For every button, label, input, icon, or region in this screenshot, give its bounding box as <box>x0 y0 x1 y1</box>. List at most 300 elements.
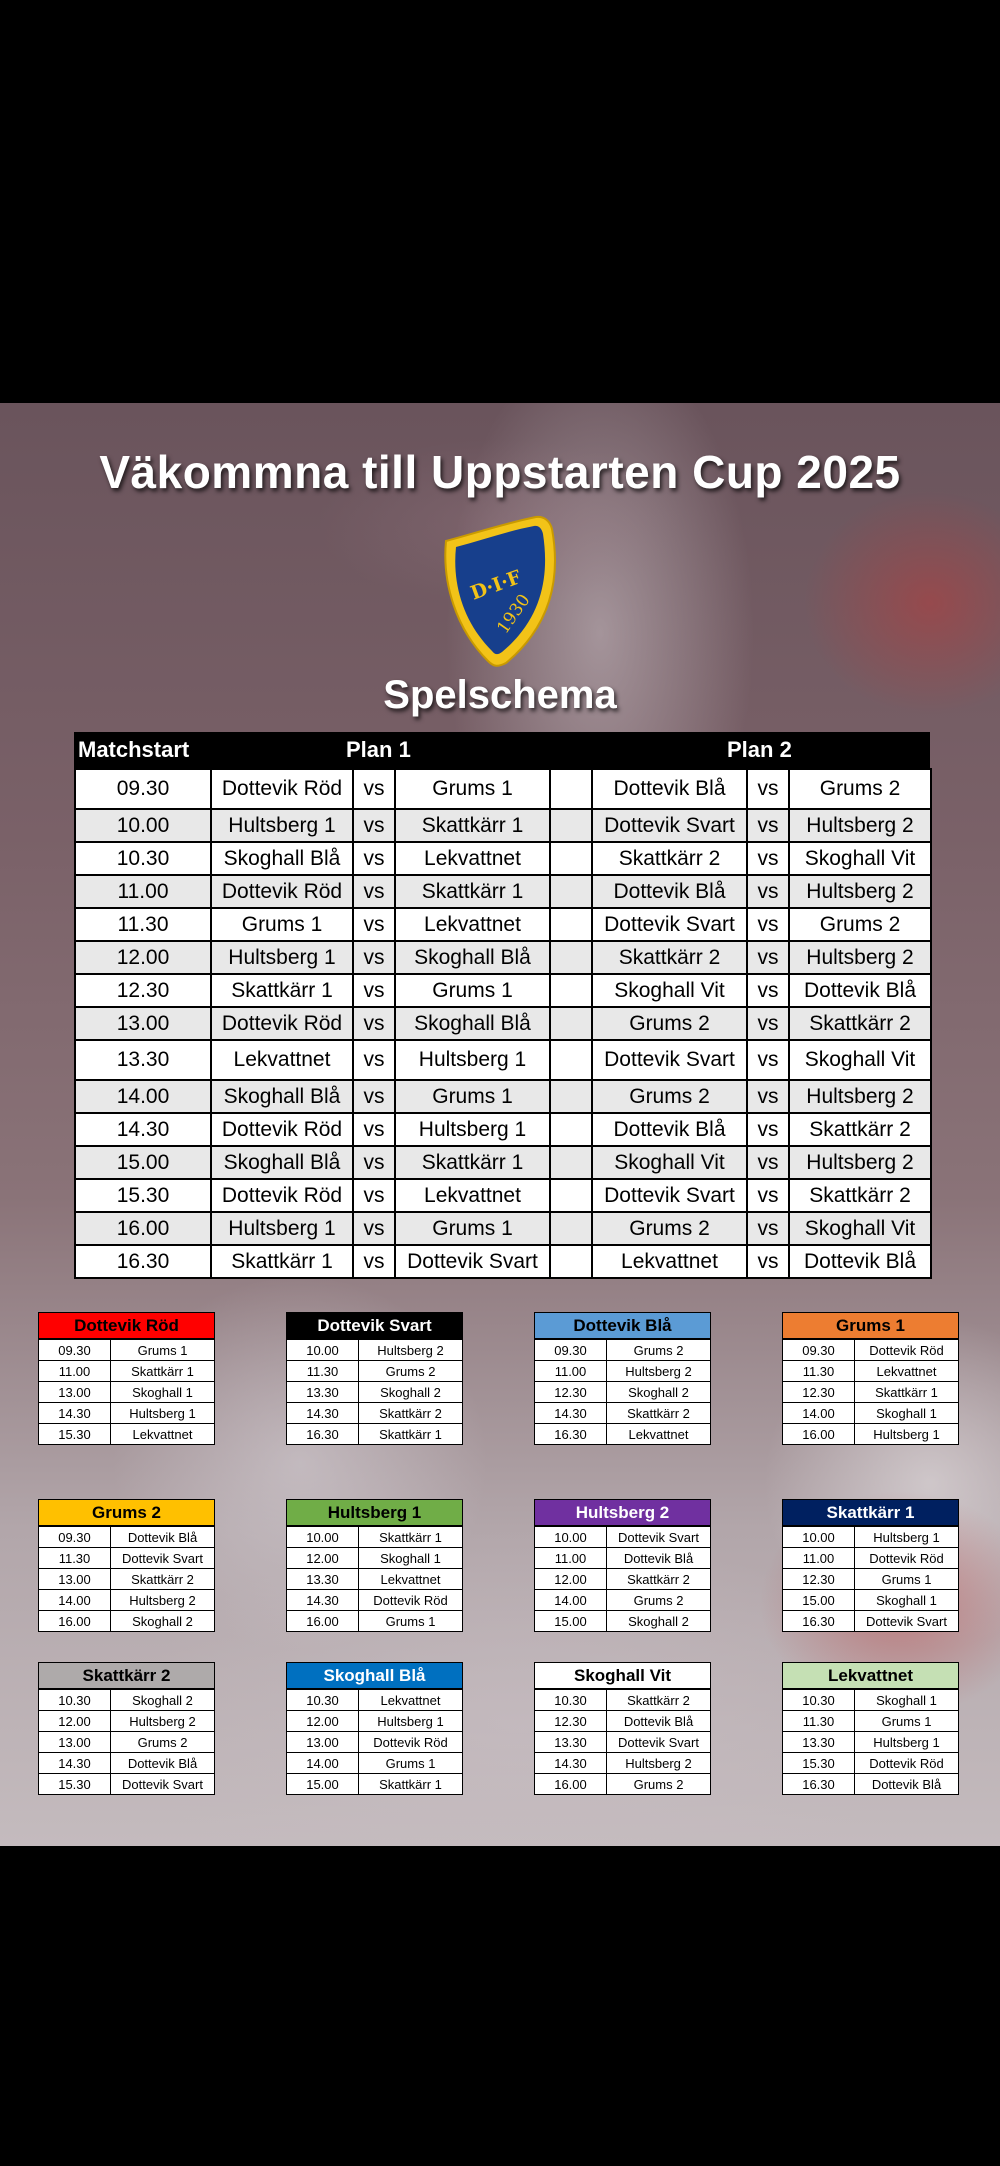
plan1-home-team: Hultsberg 1 <box>211 1212 353 1245</box>
team-games-table <box>286 1339 463 1445</box>
plan1-home-team: Dottevik Röd <box>211 1007 353 1040</box>
vs-label: vs <box>747 941 789 974</box>
team-game-row <box>783 1711 959 1732</box>
plan2-home-team: Dottevik Svart <box>592 1179 747 1212</box>
schedule-header <box>74 732 930 768</box>
team-games-table <box>782 1526 959 1632</box>
game-opponent: Hultsberg 2 <box>607 1753 711 1774</box>
game-time: 10.30 <box>783 1690 855 1711</box>
game-time: 09.30 <box>783 1340 855 1361</box>
game-time: 13.00 <box>39 1382 111 1403</box>
game-time: 13.00 <box>39 1569 111 1590</box>
plan1-home-team: Lekvattnet <box>211 1040 353 1080</box>
empty-separator <box>550 1113 592 1146</box>
game-opponent: Skattkärr 2 <box>607 1569 711 1590</box>
game-opponent: Skoghall 2 <box>111 1690 215 1711</box>
game-time: 16.30 <box>783 1611 855 1632</box>
game-opponent: Dottevik Svart <box>111 1548 215 1569</box>
team-schedule-card <box>782 1499 959 1632</box>
plan2-away-team: Skattkärr 2 <box>789 1113 931 1146</box>
game-time: 15.00 <box>783 1590 855 1611</box>
game-opponent: Grums 2 <box>607 1774 711 1795</box>
game-opponent: Grums 1 <box>359 1753 463 1774</box>
game-time: 09.30 <box>39 1340 111 1361</box>
game-time: 10.00 <box>287 1527 359 1548</box>
game-opponent: Skattkärr 1 <box>111 1361 215 1382</box>
match-time: 15.00 <box>75 1146 211 1179</box>
game-time: 14.00 <box>39 1590 111 1611</box>
game-time: 14.30 <box>535 1403 607 1424</box>
vs-label: vs <box>747 1146 789 1179</box>
match-time: 16.30 <box>75 1245 211 1278</box>
game-time: 10.30 <box>287 1690 359 1711</box>
team-game-row <box>783 1569 959 1590</box>
team-game-row <box>39 1569 215 1590</box>
team-game-row <box>39 1774 215 1795</box>
team-game-row <box>287 1424 463 1445</box>
team-game-row <box>287 1611 463 1632</box>
plan2-away-team: Grums 2 <box>789 769 931 809</box>
plan1-home-team: Skoghall Blå <box>211 842 353 875</box>
game-opponent: Dottevik Svart <box>111 1774 215 1795</box>
game-time: 12.30 <box>535 1711 607 1732</box>
match-time: 16.00 <box>75 1212 211 1245</box>
game-time: 10.30 <box>39 1690 111 1711</box>
team-games-table <box>38 1526 215 1632</box>
plan2-home-team: Dottevik Svart <box>592 908 747 941</box>
plan1-away-team: Grums 1 <box>395 769 550 809</box>
empty-separator <box>550 875 592 908</box>
crest-letters: D·I·F <box>467 566 525 605</box>
team-schedule-card <box>286 1499 463 1632</box>
plan2-home-team: Lekvattnet <box>592 1245 747 1278</box>
game-opponent: Hultsberg 2 <box>111 1711 215 1732</box>
plan1-away-team: Lekvattnet <box>395 908 550 941</box>
schedule-row <box>75 1113 931 1146</box>
plan2-away-team: Hultsberg 2 <box>789 875 931 908</box>
schedule-row <box>75 941 931 974</box>
team-game-row <box>287 1403 463 1424</box>
game-time: 13.30 <box>287 1382 359 1403</box>
match-time: 13.30 <box>75 1040 211 1080</box>
game-time: 12.00 <box>39 1711 111 1732</box>
game-opponent: Lekvattnet <box>855 1361 959 1382</box>
team-games-table <box>286 1689 463 1795</box>
team-game-row <box>535 1382 711 1403</box>
team-games-table <box>534 1339 711 1445</box>
vs-label: vs <box>353 1212 395 1245</box>
game-time: 15.30 <box>783 1753 855 1774</box>
plan2-away-team: Skattkärr 2 <box>789 1007 931 1040</box>
empty-separator <box>550 1007 592 1040</box>
plan2-away-team: Skoghall Vit <box>789 842 931 875</box>
plan1-away-team: Lekvattnet <box>395 1179 550 1212</box>
team-schedule-card <box>286 1662 463 1795</box>
team-name: Hultsberg 1 <box>286 1499 463 1526</box>
schedule-row <box>75 908 931 941</box>
team-schedule-card <box>38 1499 215 1632</box>
game-opponent: Skattkärr 2 <box>359 1403 463 1424</box>
vs-label: vs <box>747 1245 789 1278</box>
team-games-table <box>286 1526 463 1632</box>
empty-separator <box>550 908 592 941</box>
game-time: 16.30 <box>783 1774 855 1795</box>
plan2-home-team: Grums 2 <box>592 1080 747 1113</box>
team-name: Skattkärr 1 <box>782 1499 959 1526</box>
schedule-row <box>75 1146 931 1179</box>
vs-label: vs <box>353 1080 395 1113</box>
vs-label: vs <box>353 1113 395 1146</box>
team-game-row <box>287 1590 463 1611</box>
game-opponent: Dottevik Röd <box>855 1340 959 1361</box>
plan1-away-team: Grums 1 <box>395 1080 550 1113</box>
empty-separator <box>550 769 592 809</box>
game-time: 11.00 <box>783 1548 855 1569</box>
match-time: 11.30 <box>75 908 211 941</box>
team-game-row <box>535 1403 711 1424</box>
schedule-row <box>75 842 931 875</box>
vs-label: vs <box>747 769 789 809</box>
team-games-table <box>38 1689 215 1795</box>
team-name: Hultsberg 2 <box>534 1499 711 1526</box>
team-game-row <box>287 1340 463 1361</box>
team-name: Dottevik Röd <box>38 1312 215 1339</box>
vs-label: vs <box>747 1040 789 1080</box>
team-games-table <box>782 1339 959 1445</box>
plan2-home-team: Dottevik Blå <box>592 875 747 908</box>
vs-label: vs <box>353 1040 395 1080</box>
game-opponent: Lekvattnet <box>111 1424 215 1445</box>
team-game-row <box>287 1527 463 1548</box>
team-game-row <box>39 1732 215 1753</box>
club-crest-icon <box>436 513 564 668</box>
game-time: 13.00 <box>39 1732 111 1753</box>
plan2-away-team: Hultsberg 2 <box>789 1080 931 1113</box>
vs-label: vs <box>747 875 789 908</box>
plan1-away-team: Skattkärr 1 <box>395 809 550 842</box>
game-opponent: Hultsberg 1 <box>855 1732 959 1753</box>
plan1-home-team: Grums 1 <box>211 908 353 941</box>
game-opponent: Grums 1 <box>111 1340 215 1361</box>
game-opponent: Skattkärr 2 <box>111 1569 215 1590</box>
team-name: Dottevik Blå <box>534 1312 711 1339</box>
plan2-home-team: Dottevik Blå <box>592 769 747 809</box>
game-opponent: Dottevik Röd <box>359 1590 463 1611</box>
match-time: 10.00 <box>75 809 211 842</box>
match-time: 12.00 <box>75 941 211 974</box>
match-time: 11.00 <box>75 875 211 908</box>
plan1-away-team: Skoghall Blå <box>395 941 550 974</box>
team-game-row <box>287 1569 463 1590</box>
game-time: 12.30 <box>783 1382 855 1403</box>
game-opponent: Hultsberg 2 <box>111 1590 215 1611</box>
game-opponent: Lekvattnet <box>359 1569 463 1590</box>
team-game-row <box>287 1382 463 1403</box>
game-opponent: Dottevik Svart <box>607 1527 711 1548</box>
game-opponent: Grums 1 <box>359 1611 463 1632</box>
game-opponent: Skoghall 2 <box>607 1611 711 1632</box>
plan1-home-team: Dottevik Röd <box>211 875 353 908</box>
header-plan-1: Plan 1 <box>346 737 411 762</box>
team-game-row <box>535 1590 711 1611</box>
game-opponent: Skoghall 1 <box>855 1403 959 1424</box>
vs-label: vs <box>747 1179 789 1212</box>
game-opponent: Hultsberg 2 <box>359 1340 463 1361</box>
vs-label: vs <box>353 1007 395 1040</box>
plan2-away-team: Skoghall Vit <box>789 1040 931 1080</box>
game-time: 11.00 <box>39 1361 111 1382</box>
match-time: 14.30 <box>75 1113 211 1146</box>
team-game-row <box>535 1753 711 1774</box>
empty-separator <box>550 1179 592 1212</box>
team-game-row <box>39 1611 215 1632</box>
plan1-home-team: Skoghall Blå <box>211 1146 353 1179</box>
team-game-row <box>783 1340 959 1361</box>
schedule-row <box>75 875 931 908</box>
plan1-home-team: Hultsberg 1 <box>211 941 353 974</box>
team-game-row <box>535 1611 711 1632</box>
game-opponent: Grums 2 <box>607 1340 711 1361</box>
game-time: 14.30 <box>535 1753 607 1774</box>
vs-label: vs <box>353 842 395 875</box>
vs-label: vs <box>747 1212 789 1245</box>
game-opponent: Skoghall 1 <box>855 1590 959 1611</box>
game-time: 10.00 <box>783 1527 855 1548</box>
team-game-row <box>39 1690 215 1711</box>
team-game-row <box>535 1340 711 1361</box>
game-time: 10.00 <box>535 1527 607 1548</box>
game-time: 16.30 <box>287 1424 359 1445</box>
vs-label: vs <box>353 769 395 809</box>
team-schedule-card <box>782 1312 959 1445</box>
game-opponent: Dottevik Blå <box>111 1527 215 1548</box>
game-time: 11.00 <box>535 1361 607 1382</box>
game-opponent: Skattkärr 1 <box>359 1424 463 1445</box>
plan1-home-team: Skoghall Blå <box>211 1080 353 1113</box>
game-opponent: Skattkärr 1 <box>359 1774 463 1795</box>
match-time: 14.00 <box>75 1080 211 1113</box>
team-schedule-card <box>38 1312 215 1445</box>
plan1-away-team: Hultsberg 1 <box>395 1040 550 1080</box>
team-game-row <box>783 1382 959 1403</box>
plan1-away-team: Skattkärr 1 <box>395 875 550 908</box>
team-game-row <box>783 1774 959 1795</box>
team-game-row <box>535 1774 711 1795</box>
plan2-home-team: Grums 2 <box>592 1007 747 1040</box>
team-name: Skattkärr 2 <box>38 1662 215 1689</box>
team-game-row <box>39 1382 215 1403</box>
empty-separator <box>550 1080 592 1113</box>
game-time: 11.30 <box>783 1711 855 1732</box>
empty-separator <box>550 1146 592 1179</box>
vs-label: vs <box>353 1146 395 1179</box>
plan2-home-team: Skattkärr 2 <box>592 941 747 974</box>
empty-separator <box>550 842 592 875</box>
team-game-row <box>535 1711 711 1732</box>
team-game-row <box>287 1711 463 1732</box>
match-time: 12.30 <box>75 974 211 1007</box>
plan1-home-team: Skattkärr 1 <box>211 1245 353 1278</box>
plan2-home-team: Dottevik Svart <box>592 809 747 842</box>
game-opponent: Skoghall 1 <box>359 1548 463 1569</box>
game-time: 14.30 <box>39 1753 111 1774</box>
game-time: 09.30 <box>39 1527 111 1548</box>
game-opponent: Hultsberg 1 <box>855 1527 959 1548</box>
team-games-table <box>782 1689 959 1795</box>
match-time: 13.00 <box>75 1007 211 1040</box>
team-game-row <box>535 1690 711 1711</box>
vs-label: vs <box>353 974 395 1007</box>
game-time: 11.30 <box>287 1361 359 1382</box>
vs-label: vs <box>353 1179 395 1212</box>
game-opponent: Hultsberg 2 <box>607 1361 711 1382</box>
team-game-row <box>783 1753 959 1774</box>
team-name: Grums 1 <box>782 1312 959 1339</box>
game-opponent: Grums 1 <box>855 1569 959 1590</box>
game-opponent: Skattkärr 1 <box>359 1527 463 1548</box>
game-time: 15.00 <box>535 1611 607 1632</box>
team-game-row <box>287 1548 463 1569</box>
game-time: 14.00 <box>783 1403 855 1424</box>
team-game-row <box>783 1403 959 1424</box>
plan1-home-team: Dottevik Röd <box>211 1179 353 1212</box>
schedule-row <box>75 1179 931 1212</box>
game-opponent: Hultsberg 1 <box>111 1403 215 1424</box>
empty-separator <box>550 1040 592 1080</box>
match-time: 15.30 <box>75 1179 211 1212</box>
team-name: Grums 2 <box>38 1499 215 1526</box>
game-time: 12.30 <box>535 1382 607 1403</box>
vs-label: vs <box>353 809 395 842</box>
team-name: Skoghall Blå <box>286 1662 463 1689</box>
team-game-row <box>535 1361 711 1382</box>
poster <box>0 403 1000 1846</box>
plan2-away-team: Skattkärr 2 <box>789 1179 931 1212</box>
game-opponent: Hultsberg 1 <box>359 1711 463 1732</box>
plan2-away-team: Hultsberg 2 <box>789 941 931 974</box>
game-opponent: Skoghall 1 <box>855 1690 959 1711</box>
team-game-row <box>287 1690 463 1711</box>
game-opponent: Dottevik Röd <box>855 1548 959 1569</box>
game-opponent: Grums 2 <box>359 1361 463 1382</box>
vs-label: vs <box>747 842 789 875</box>
schedule-row <box>75 1245 931 1278</box>
game-time: 11.30 <box>39 1548 111 1569</box>
header-plan-2: Plan 2 <box>727 737 792 762</box>
crest-year: 1930 <box>493 590 535 638</box>
schedule-row <box>75 769 931 809</box>
game-opponent: Lekvattnet <box>607 1424 711 1445</box>
plan1-home-team: Hultsberg 1 <box>211 809 353 842</box>
game-time: 13.30 <box>287 1569 359 1590</box>
team-game-row <box>783 1611 959 1632</box>
plan2-away-team: Skoghall Vit <box>789 1212 931 1245</box>
team-game-row <box>287 1361 463 1382</box>
plan2-away-team: Dottevik Blå <box>789 1245 931 1278</box>
team-game-row <box>535 1732 711 1753</box>
team-game-row <box>783 1590 959 1611</box>
team-game-row <box>39 1340 215 1361</box>
game-time: 10.00 <box>287 1340 359 1361</box>
schedule-row <box>75 1040 931 1080</box>
plan2-home-team: Skattkärr 2 <box>592 842 747 875</box>
empty-separator <box>550 1245 592 1278</box>
plan1-home-team: Skattkärr 1 <box>211 974 353 1007</box>
game-opponent: Dottevik Blå <box>607 1548 711 1569</box>
game-time: 16.00 <box>783 1424 855 1445</box>
game-opponent: Skattkärr 2 <box>607 1690 711 1711</box>
team-game-row <box>535 1527 711 1548</box>
vs-label: vs <box>353 941 395 974</box>
team-name: Dottevik Svart <box>286 1312 463 1339</box>
empty-separator <box>550 809 592 842</box>
team-game-row <box>783 1690 959 1711</box>
plan1-away-team: Grums 1 <box>395 1212 550 1245</box>
vs-label: vs <box>747 1007 789 1040</box>
team-game-row <box>535 1424 711 1445</box>
plan1-away-team: Lekvattnet <box>395 842 550 875</box>
game-time: 15.30 <box>39 1774 111 1795</box>
vs-label: vs <box>353 1245 395 1278</box>
game-opponent: Dottevik Röd <box>359 1732 463 1753</box>
game-time: 12.30 <box>783 1569 855 1590</box>
vs-label: vs <box>747 1113 789 1146</box>
game-time: 16.00 <box>535 1774 607 1795</box>
game-opponent: Grums 2 <box>607 1590 711 1611</box>
team-schedule-card <box>286 1312 463 1445</box>
game-time: 13.00 <box>287 1732 359 1753</box>
header-matchstart: Matchstart <box>78 737 190 762</box>
team-schedule-card <box>38 1662 215 1795</box>
game-opponent: Dottevik Blå <box>111 1753 215 1774</box>
team-game-row <box>39 1361 215 1382</box>
game-time: 14.00 <box>535 1590 607 1611</box>
vs-label: vs <box>747 974 789 1007</box>
game-opponent: Dottevik Blå <box>607 1711 711 1732</box>
game-opponent: Skattkärr 1 <box>855 1382 959 1403</box>
plan2-home-team: Grums 2 <box>592 1212 747 1245</box>
game-time: 15.00 <box>287 1774 359 1795</box>
schedule-row <box>75 809 931 842</box>
team-name: Skoghall Vit <box>534 1662 711 1689</box>
game-opponent: Dottevik Svart <box>607 1732 711 1753</box>
game-opponent: Dottevik Blå <box>855 1774 959 1795</box>
team-games-table <box>534 1526 711 1632</box>
team-game-row <box>39 1527 215 1548</box>
game-time: 09.30 <box>535 1340 607 1361</box>
plan1-away-team: Skoghall Blå <box>395 1007 550 1040</box>
plan1-home-team: Dottevik Röd <box>211 1113 353 1146</box>
plan2-home-team: Skoghall Vit <box>592 1146 747 1179</box>
plan1-away-team: Grums 1 <box>395 974 550 1007</box>
game-opponent: Skattkärr 2 <box>607 1403 711 1424</box>
team-schedule-card <box>534 1499 711 1632</box>
team-game-row <box>783 1548 959 1569</box>
team-game-row <box>287 1753 463 1774</box>
vs-label: vs <box>747 908 789 941</box>
game-opponent: Grums 1 <box>855 1711 959 1732</box>
team-game-row <box>287 1732 463 1753</box>
game-time: 11.30 <box>783 1361 855 1382</box>
team-game-row <box>783 1732 959 1753</box>
schedule-heading: Spelschema <box>383 673 617 717</box>
team-schedule-card <box>534 1662 711 1795</box>
plan1-away-team: Skattkärr 1 <box>395 1146 550 1179</box>
team-schedule-card <box>782 1662 959 1795</box>
game-time: 16.30 <box>535 1424 607 1445</box>
vs-label: vs <box>747 1080 789 1113</box>
plan2-away-team: Grums 2 <box>789 908 931 941</box>
